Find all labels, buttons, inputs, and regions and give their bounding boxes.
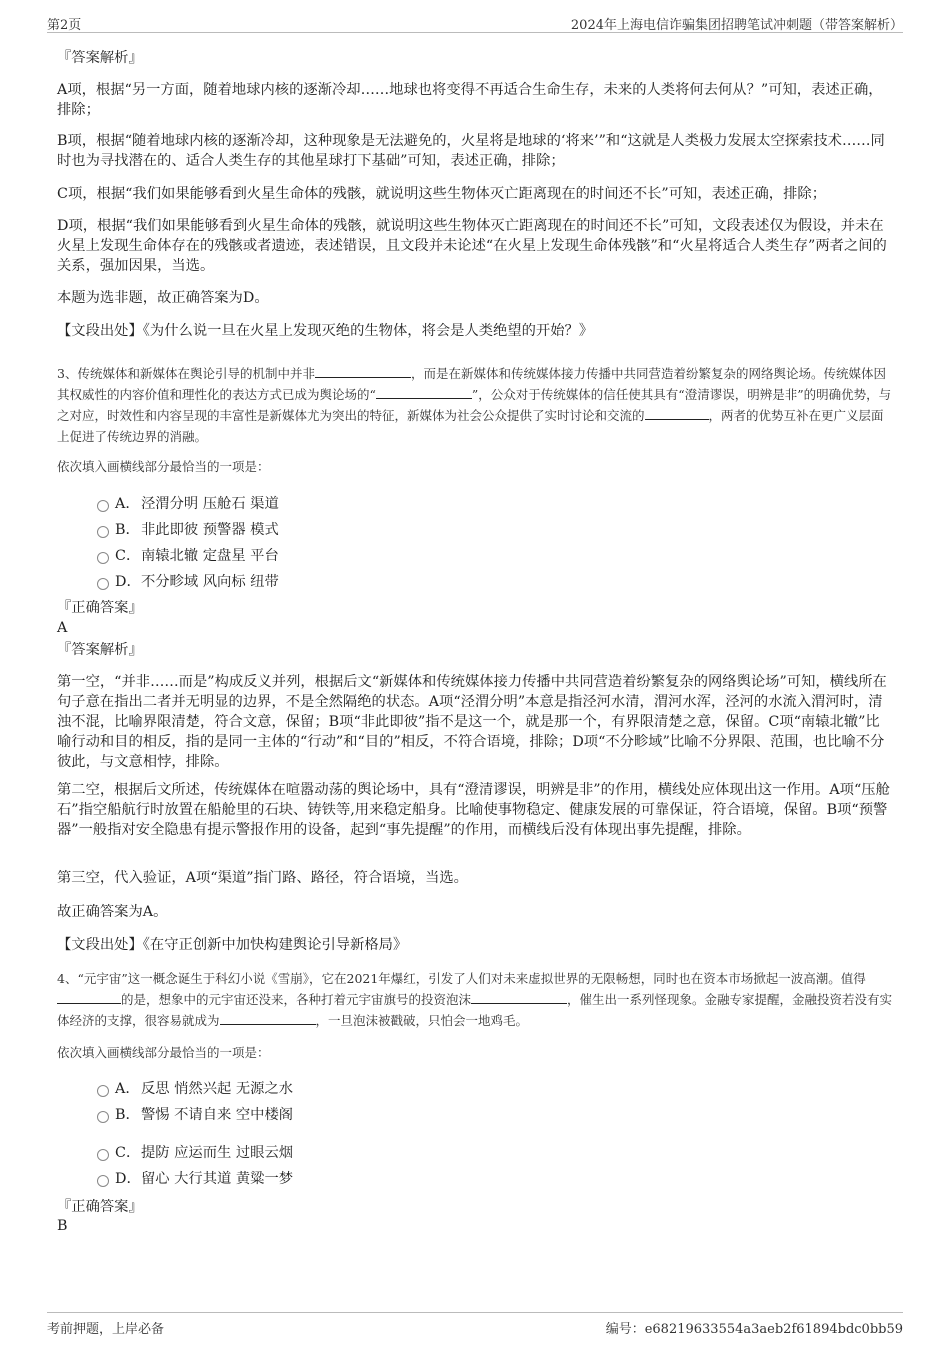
radio-icon[interactable]: [97, 500, 109, 512]
analysis-blank-2: 第二空，根据后文所述，传统媒体在喧嚣动荡的舆论场中，具有“澄清谬误，明辨是非”的作用，横线处应体现出这一作用。A项“压舱石”指空船航行时放置在船舱里的石块、铸铁等,用来稳定船身。比喻使事物稳定、健康发展的可靠保证，符合语境，保留。B项“预警器”一般指对安全隐患有提示警报作用的设备，起到“事先提醒”的作用，而横线后没有体现出事先提醒，排除。: [57, 782, 890, 838]
question-4-prompt: 依次填入画横线部分最恰当的一项是：: [57, 1045, 270, 1060]
correct-answer-label: 『正确答案』: [57, 1199, 143, 1215]
blank: [220, 1010, 316, 1025]
analysis-option-c: C项，根据“我们如果能够看到火星生命体的残骸，就说明这些生物体灭亡距离现在的时间还不长”可知，表述正确，排除；: [57, 186, 826, 202]
correct-answer: A: [57, 620, 68, 636]
document-id: 编号：e68219633554a3aeb2f61894bdc0bb59: [605, 1322, 903, 1337]
page-header: [47, 12, 903, 33]
question-4-option-a[interactable]: A．反思 悄然兴起 无源之水: [97, 1079, 293, 1099]
question-3-prompt: 依次填入画横线部分最恰当的一项是：: [57, 459, 270, 474]
radio-icon[interactable]: [97, 1111, 109, 1123]
blank: [645, 405, 709, 420]
correct-answer-label: 『正确答案』: [57, 600, 143, 616]
radio-icon[interactable]: [97, 552, 109, 564]
analysis-blank-1: 第一空，“并非……而是”构成反义并列，根据后文“新媒体和传统媒体接力传播中共同营造着纷繁复杂的网络舆论场”可知，横线所在句子意在指出二者并无明显的边界，不是全然隔绝的状态。A项“泾渭分明”本意是指泾河水清，渭河水浑，泾河的水流入渭河时，清浊不混，比喻界限清楚，符合文意，保留；B项“非此即彼”指不是这一个，就是那一个，有界限清楚之意，保留。C项“南辕北辙”比喻行动和目的相反，指的是同一主体的“行动”和“目的”相反，不符合语境，排除；D项“不分畛域”比喻不分界限、范围，也比喻不分彼此，与文意相悖，排除。: [57, 674, 887, 770]
analysis-option-d: D项，根据“我们如果能够看到火星生命体的残骸，就说明这些生物体灭亡距离现在的时间还不长”可知，文段表述仅为假设，并未在火星上发现生命体存在的残骸或者遗迹，表述错误，且文段并未论述“在火星上发现生命体残骸”和“火星将适合人类生存”两者之间的关系，强加因果，当选。: [57, 218, 887, 274]
radio-icon[interactable]: [97, 1175, 109, 1187]
radio-icon[interactable]: [97, 1149, 109, 1161]
page-footer: [47, 1312, 903, 1339]
question-4-option-d[interactable]: D．留心 大行其道 黄粱一梦: [97, 1169, 293, 1189]
analysis-blank-3: 第三空，代入验证，A项“渠道”指门路、路径，符合语境，当选。: [57, 870, 468, 886]
passage-source: 【文段出处】《在守正创新中加快构建舆论引导新格局》: [57, 937, 408, 953]
analysis-label: 『答案解析』: [57, 50, 143, 66]
analysis-option-a: A项，根据“另一方面，随着地球内核的逐渐冷却……地球也将变得不再适合生命生存，未来的人类将何去何从？”可知，表述正确，排除；: [57, 82, 883, 118]
question-3-option-b[interactable]: B．非此即彼 预警器 模式: [97, 520, 279, 540]
radio-icon[interactable]: [97, 578, 109, 590]
question-3-option-c[interactable]: C．南辕北辙 定盘星 平台: [97, 546, 279, 566]
analysis-conclusion: 本题为选非题，故正确答案为D。: [57, 290, 269, 306]
analysis-option-b: B项，根据“随着地球内核的逐渐冷却，这种现象是无法避免的，火星将是地球的‘将来’”和“这就是人类极力发展太空探索技术……同时也为寻找潜在的、适合人类生存的其他星球打下基础”可知，表述正确，排除；: [57, 133, 885, 169]
correct-answer: B: [57, 1218, 68, 1234]
question-3-option-a[interactable]: A．泾渭分明 压舱石 渠道: [97, 494, 279, 514]
document-title: 2024年上海电信诈骗集团招聘笔试冲刺题（带答案解析）: [570, 18, 903, 33]
question-4-option-c[interactable]: C．提防 应运而生 过眼云烟: [97, 1143, 293, 1163]
blank: [57, 989, 121, 1004]
footer-slogan: 考前押题，上岸必备: [47, 1322, 165, 1337]
question-3-stem: 3、传统媒体和新媒体在舆论引导的机制中并非 ，而是在新媒体和传统媒体接力传播中共同营造着纷繁复杂的网络舆论场。传统媒体因其权威性的内容价值和理性化的表达方式已成为舆论场的“ ”，公众对于传统媒体的信任使其具有“澄清谬误，明辨是非”的明确优势，与之对应，时效性和内容呈现的丰富性是新媒体尤为突出的特征，新媒体为社会公众提供了实时讨论和交流的 ，两者的优势互补在更广义层面上促进了传统边界的消融。: [57, 363, 893, 447]
blank: [376, 384, 472, 399]
radio-icon[interactable]: [97, 526, 109, 538]
analysis-label: 『答案解析』: [57, 642, 143, 658]
blank: [315, 363, 411, 378]
question-3-option-d[interactable]: D．不分畛域 风向标 纽带: [97, 572, 279, 592]
page-number: 第2页: [47, 18, 82, 33]
radio-icon[interactable]: [97, 1085, 109, 1097]
question-4-stem: 4、“元宇宙”这一概念诞生于科幻小说《雪崩》，它在2021年爆红，引发了人们对未来虚拟世界的无限畅想，同时也在资本市场掀起一波高潮。值得的是，想象中的元宇宙还没来，各种打着元宇宙旗号的投资泡沫 ，催生出一系列怪现象。金融专家提醒，金融投资若没有实体经济的支撑，很容易就成为 ，一旦泡沫被戳破，只怕会一地鸡毛。: [57, 971, 893, 1028]
analysis-conclusion: 故正确答案为A。: [57, 904, 168, 920]
passage-source: 【文段出处】《为什么说一旦在火星上发现灭绝的生物体，将会是人类绝望的开始？》: [57, 323, 594, 339]
blank: [471, 989, 567, 1004]
question-4-option-b[interactable]: B．警惕 不请自来 空中楼阁: [97, 1105, 293, 1125]
